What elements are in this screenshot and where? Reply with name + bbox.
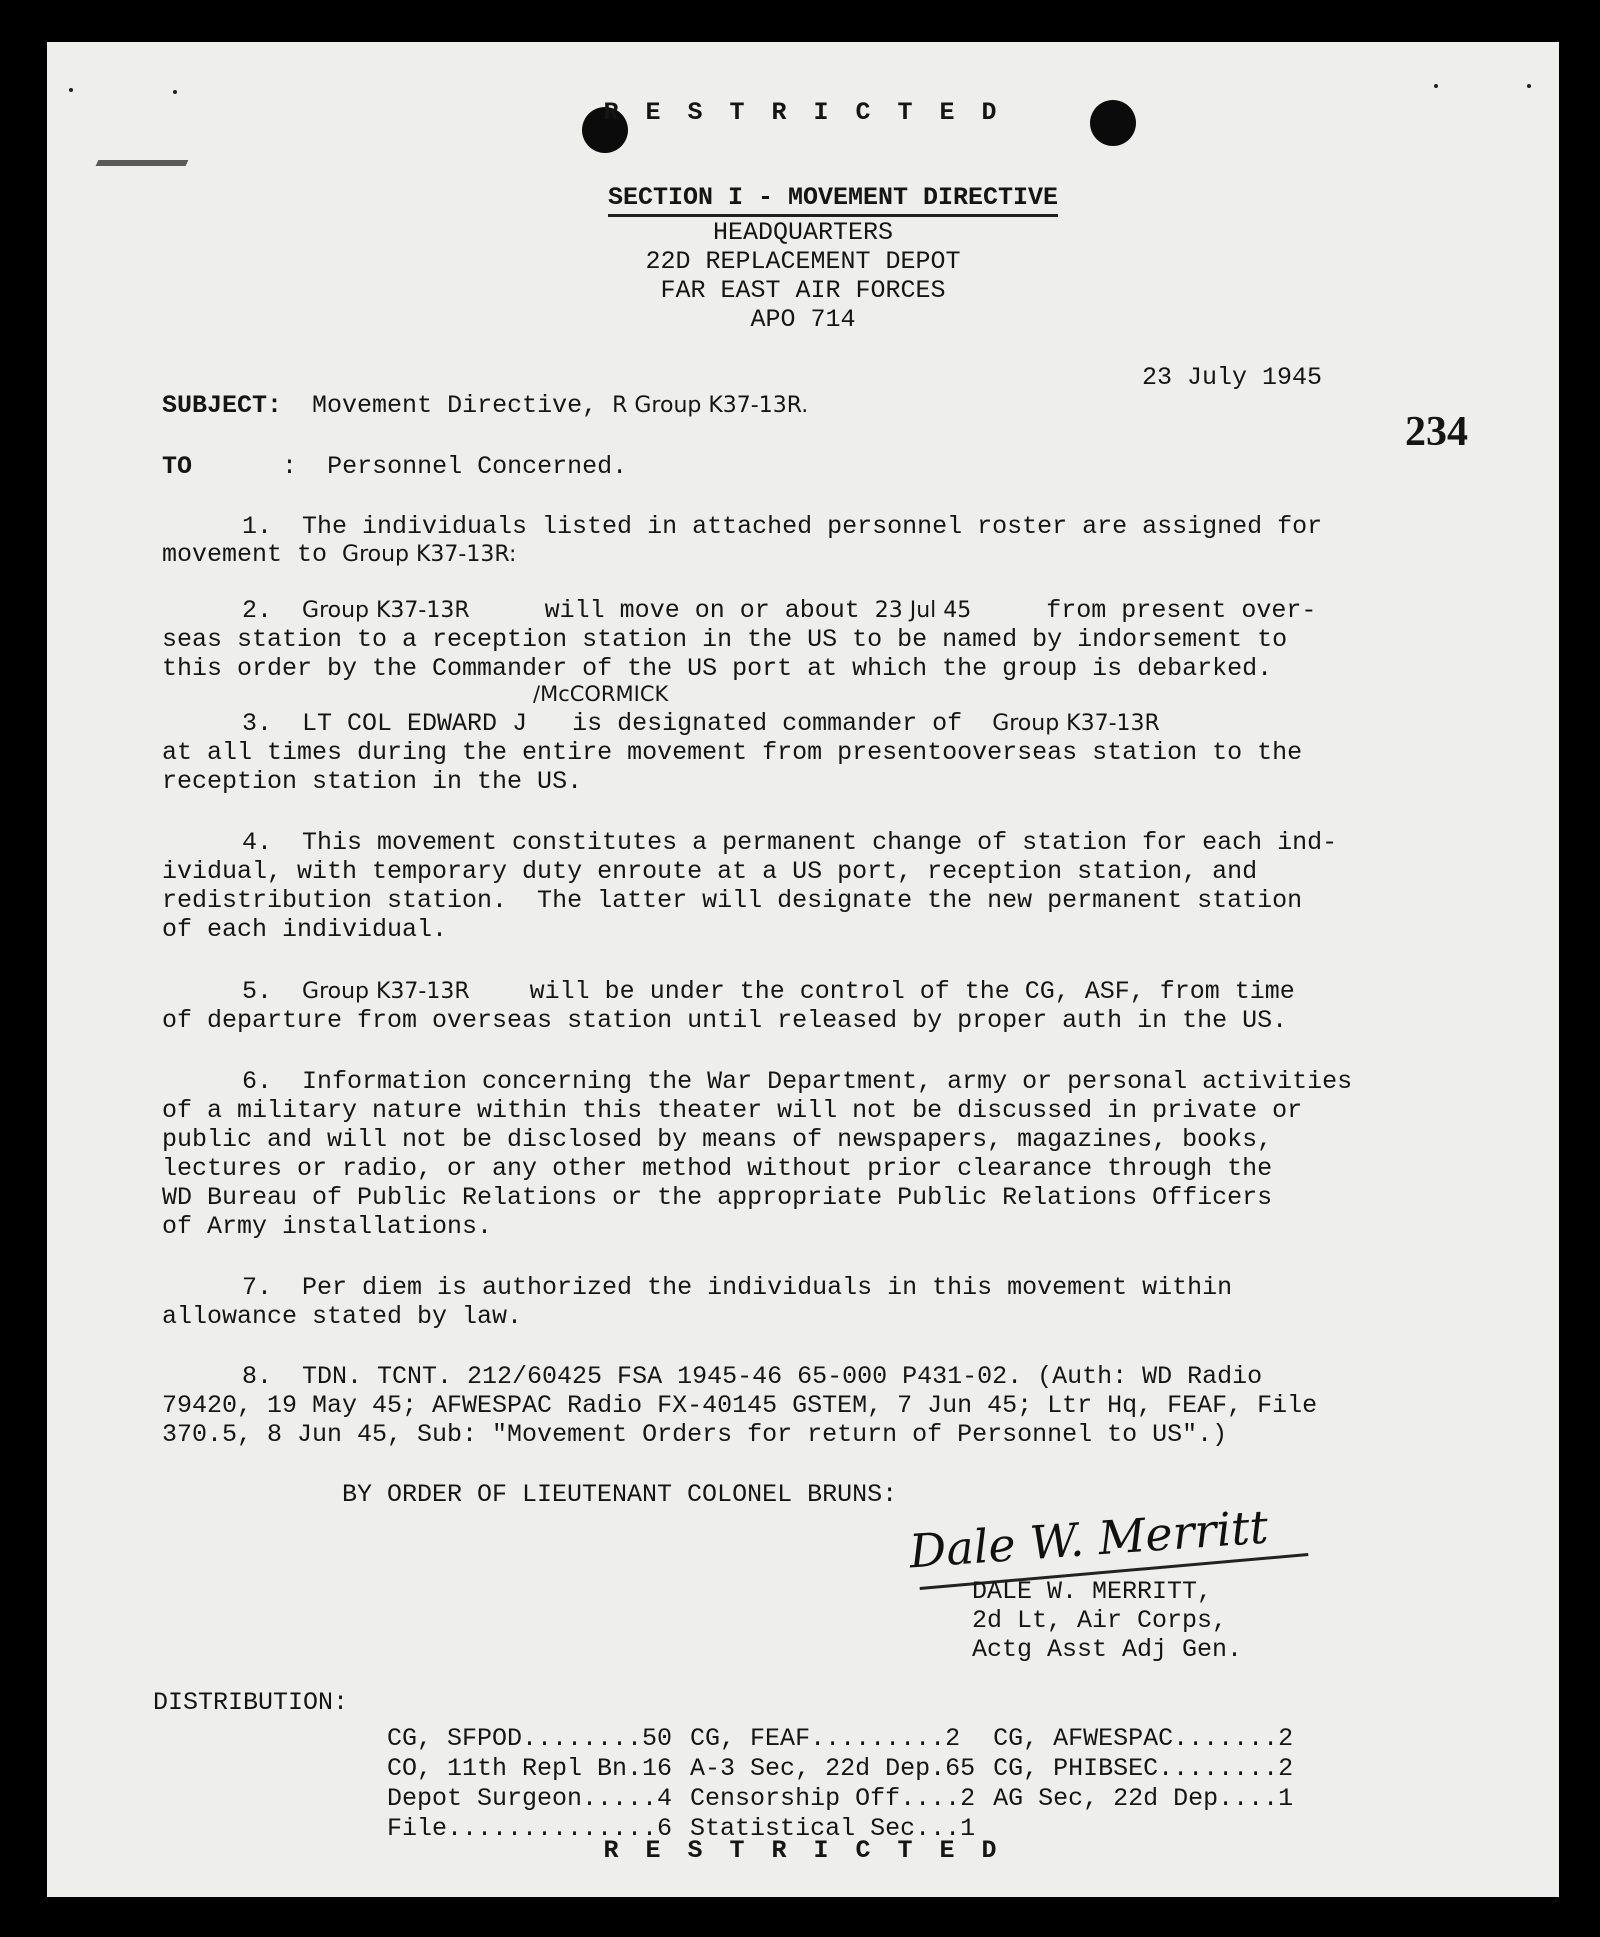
para2-text2: from present over- (1046, 596, 1317, 625)
para3-insert: /McCORMICK (533, 682, 669, 706)
para1-text: movement to (162, 540, 343, 569)
para3-line1 (242, 709, 1160, 738)
para3-line3: reception station in the US. (162, 767, 583, 796)
hq-line-4: APO 714 (750, 305, 856, 334)
para7-line1: 7. Per diem is authorized the individuals in this movement within (242, 1273, 1233, 1302)
distribution-label: DISTRIBUTION: (153, 1688, 349, 1717)
para6-line5: WD Bureau of Public Relations or the appropriate Public Relations Officers (162, 1183, 1273, 1212)
distribution-row (387, 1754, 1311, 1784)
para5-num: 5. (242, 977, 273, 1006)
handwritten-signature: Dale W. Merritt (907, 1499, 1270, 1579)
para3-name: LT COL EDWARD J (302, 709, 528, 738)
subject-group: R Group K37-13R. (612, 393, 809, 418)
subject-text: Movement Directive, (312, 391, 598, 420)
to-label: TO (162, 452, 193, 481)
distribution-entry: AG Sec, 22d Dep....1 (993, 1784, 1294, 1813)
signer-title: Actg Asst Adj Gen. (972, 1635, 1243, 1664)
distribution-entry: File..............6 (387, 1814, 673, 1843)
distribution-entry: CO, 11th Repl Bn.16 (387, 1754, 673, 1783)
hq-line-3: FAR EAST AIR FORCES (660, 276, 946, 305)
para6-line4: lectures or radio, or any other method without prior clearance through the (162, 1154, 1273, 1183)
distribution-entry: CG, AFWESPAC.......2 (993, 1724, 1294, 1753)
hq-line-1: HEADQUARTERS (712, 218, 894, 247)
para3-line2: at all times during the entire movement from presentooverseas station to the (162, 738, 1303, 767)
para6-line3: public and will not be disclosed by means of newspapers, magazines, books, (162, 1125, 1273, 1154)
para1-line2 (162, 540, 516, 569)
distribution-row (387, 1784, 1311, 1814)
to-sep: : (282, 452, 298, 481)
para2-line1 (242, 596, 1316, 625)
page-number-stamp: 234 (1405, 409, 1468, 455)
classification-bottom: R E S T R I C T E D (603, 1836, 1003, 1865)
distribution-entry: CG, FEAF.........2 (690, 1724, 961, 1753)
para4-line2: ividual, with temporary duty enroute at a US port, reception station, and (162, 857, 1258, 886)
para2-line3: this order by the Commander of the US port at which the group is debarked. (162, 654, 1273, 683)
speck (1527, 84, 1531, 88)
by-order-line: BY ORDER OF LIEUTENANT COLONEL BRUNS: (342, 1480, 898, 1509)
section-title: SECTION I - MOVEMENT DIRECTIVE (608, 183, 1058, 217)
speck (173, 90, 177, 94)
para3-num: 3. (242, 709, 273, 738)
distribution-entry: Censorship Off....2 (690, 1784, 976, 1813)
para5-line1 (242, 977, 1295, 1006)
speck (69, 88, 73, 92)
to-text: Personnel Concerned. (327, 452, 628, 481)
para3-text1: is designated commander of (572, 709, 963, 738)
subject-line (162, 391, 808, 420)
para3-group: Group K37-13R (992, 711, 1160, 736)
para2-num: 2. (242, 596, 273, 625)
para1-group: Group K37-13R: (342, 542, 517, 567)
classification-top: R E S T R I C T E D (603, 98, 1003, 127)
speck (1434, 84, 1438, 88)
para7-line2: allowance stated by law. (162, 1302, 523, 1331)
para4-line3: redistribution station. The latter will designate the new permanent station (162, 886, 1303, 915)
para6-line1: 6. Information concerning the War Department, army or personal activities (242, 1067, 1353, 1096)
para8-line3: 370.5, 8 Jun 45, Sub: "Movement Orders for return of Personnel to US".) (162, 1420, 1228, 1449)
distribution-entry: Depot Surgeon.....4 (387, 1784, 673, 1813)
para8-line2: 79420, 19 May 45; AFWESPAC Radio FX-40145 GSTEM, 7 Jun 45; Ltr Hq, FEAF, File (162, 1391, 1318, 1420)
para6-line2: of a military nature within this theater will not be discussed in private or (162, 1096, 1303, 1125)
document-page (47, 42, 1559, 1897)
distribution-entry: CG, SFPOD........50 (387, 1724, 673, 1753)
para6-line6: of Army installations. (162, 1212, 493, 1241)
para1-line1: 1. The individuals listed in attached personnel roster are assigned for (242, 512, 1323, 541)
para5-text1: will be under the control of the CG, ASF, from time (529, 977, 1295, 1006)
distribution-row (387, 1724, 1311, 1754)
para8-line1: 8. TDN. TCNT. 212/60425 FSA 1945-46 65-000 P431-02. (Auth: WD Radio (242, 1362, 1263, 1391)
signer-name: DALE W. MERRITT, (972, 1577, 1213, 1606)
subject-label: SUBJECT: (162, 391, 283, 420)
para4-line1: 4. This movement constitutes a permanent change of station for each ind- (242, 828, 1338, 857)
para4-line4: of each individual. (162, 915, 448, 944)
para2-group: Group K37-13R (302, 598, 470, 623)
para5-group: Group K37-13R (302, 979, 470, 1004)
para5-line2: of departure from overseas station until released by proper auth in the US. (162, 1006, 1288, 1035)
distribution-entry: A-3 Sec, 22d Dep.65 (690, 1754, 976, 1783)
para2-line2: seas station to a reception station in the US to be named by indorsement to (162, 625, 1288, 654)
para2-date: 23 Jul 45 (874, 598, 972, 623)
signer-rank: 2d Lt, Air Corps, (972, 1606, 1228, 1635)
distribution-entry: Statistical Sec...1 (690, 1814, 976, 1843)
to-line (162, 452, 627, 481)
hq-line-2: 22D REPLACEMENT DEPOT (645, 247, 961, 276)
document-date: 23 July 1945 (1142, 363, 1323, 392)
distribution-entry: CG, PHIBSEC........2 (993, 1754, 1294, 1783)
para2-text1: will move on or about (544, 596, 860, 625)
